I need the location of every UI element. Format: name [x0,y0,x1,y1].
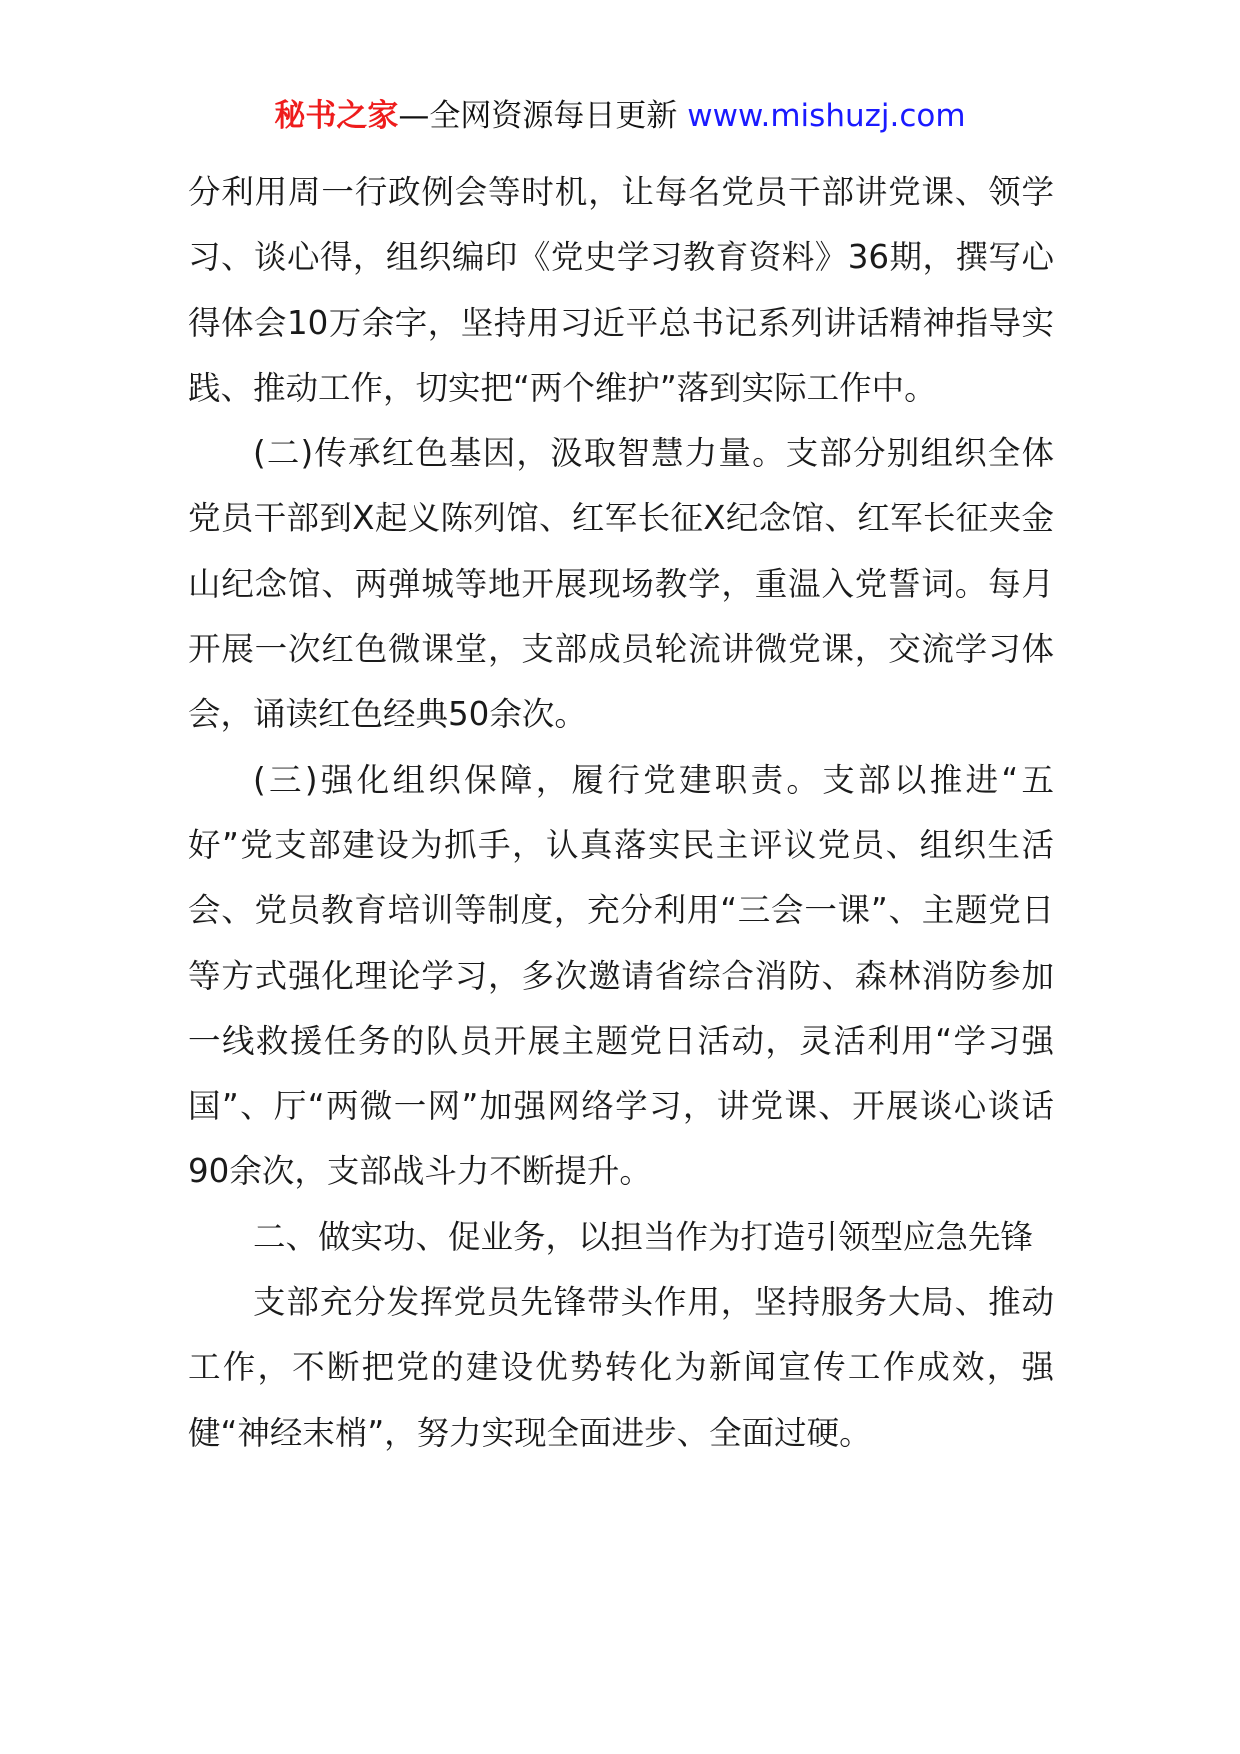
brand-name: 秘书之家 [274,98,399,134]
document-body [188,160,1054,1466]
paragraph-body: 支部充分发挥党员先锋带头作用，坚持服务大局、推动工作，不断把党的建设优势转化为新闻宣传工作成效，强健“神经末梢”，努力实现全面进步、全面过硬。 [188,1283,1054,1452]
site-url-link[interactable]: www.mishuzj.com [687,98,966,134]
header-tagline: —全网资源每日更新 [398,98,678,134]
paragraph-section-3: (三)强化组织保障，履行党建职责。支部以推进“五好”党支部建设为抓手，认真落实民主评议党员、组织生活会、党员教育培训等制度，充分利用“三会一课”、主题党日等方式强化理论学习，多次邀请省综合消防、森林消防参加一线救援任务的队员开展主题党日活动，灵活利用“学习强国”、厅“两微一网”加强网络学习，讲党课、开展谈心谈话90余次，支部战斗力不断提升。 [188,760,1054,1191]
paragraph-section-2: (二)传承红色基因，汲取智慧力量。支部分别组织全体党员干部到X起义陈列馆、红军长征X纪念馆、红军长征夹金山纪念馆、两弹城等地开展现场教学，重温入党誓词。每月开展一次红色微课堂，支部成员轮流讲微党课，交流学习体会，诵读红色经典50余次。 [188,434,1054,734]
section-heading: 二、做实功、促业务，以担当作为打造引领型应急先锋 [253,1217,1034,1256]
paragraph-continued: 分利用周一行政例会等时机，让每名党员干部讲党课、领学习、谈心得，组织编印《党史学习教育资料》36期，撰写心得体会10万余字，坚持用习近平总书记系列讲话精神指导实践、推动工作，切实把“两个维护”落到实际工作中。 [188,173,1054,407]
watermark-header [0,96,1240,136]
